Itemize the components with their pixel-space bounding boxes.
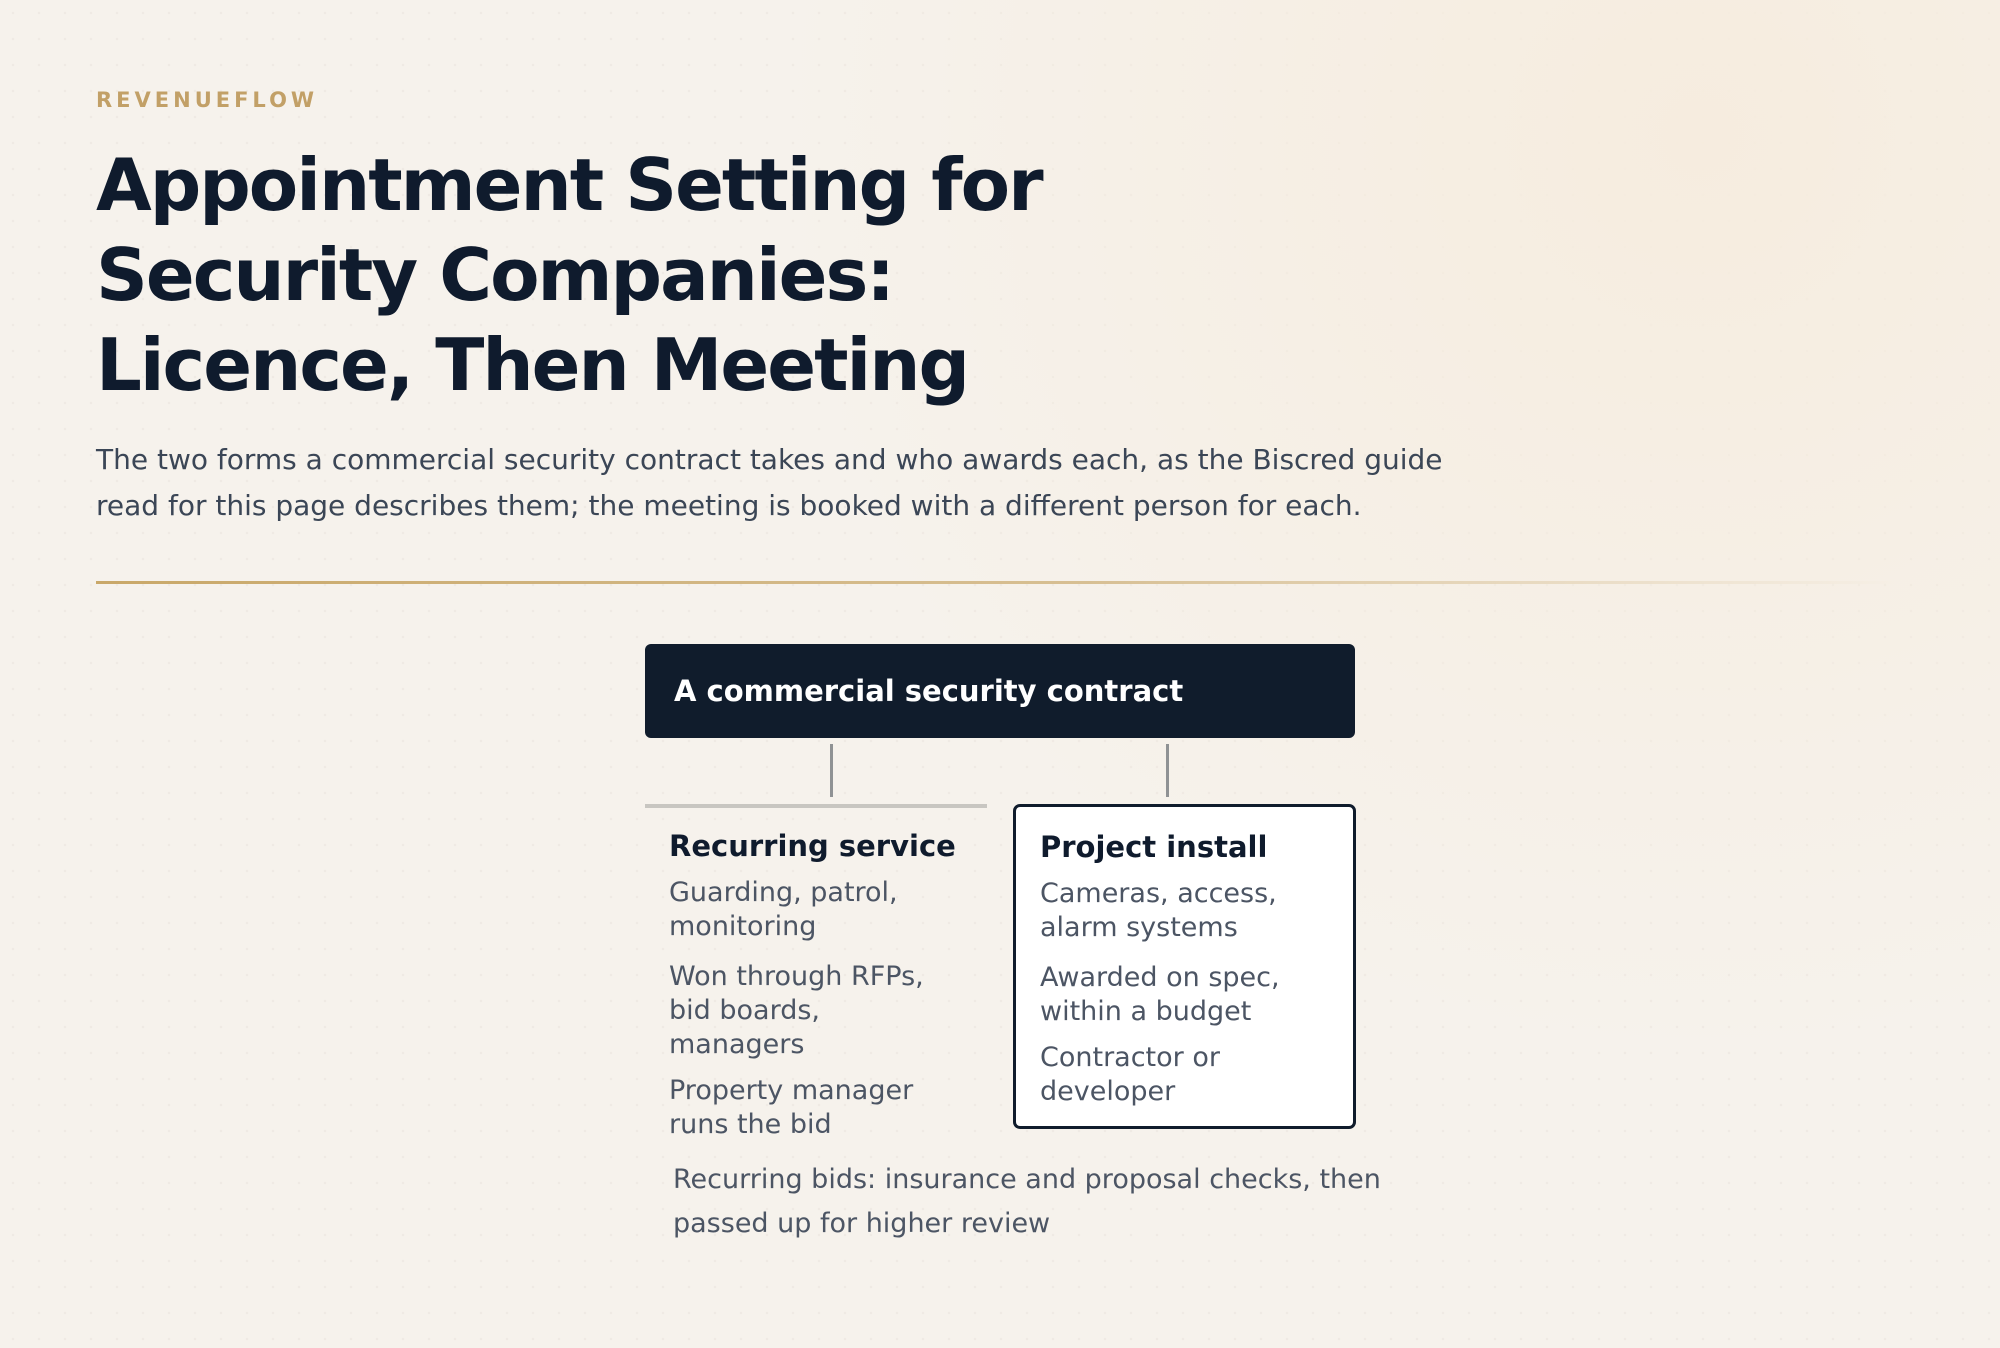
branch-title: Project install	[1040, 830, 1268, 864]
connector-project	[1166, 744, 1169, 797]
branch-recurring-service	[645, 808, 987, 1158]
branch-detail-awarder: Contractor or developer	[1040, 1042, 1220, 1107]
branch-title: Recurring service	[669, 829, 956, 863]
divider	[96, 581, 1896, 584]
branch-project-install	[1013, 804, 1356, 1129]
diagram-footnote: Recurring bids: insurance and proposal checks, then passed up for higher review	[673, 1164, 1381, 1239]
diagram-root-label: A commercial security contract	[674, 674, 1184, 708]
branch-detail-scope: Cameras, access, alarm systems	[1040, 878, 1277, 943]
page-title: Appointment Setting for Security Companies: Licence, Then Meeting	[96, 143, 1042, 407]
branch-detail-channel: Won through RFPs, bid boards, managers	[669, 961, 924, 1060]
diagram-root-node	[645, 644, 1355, 738]
branch-detail-channel: Awarded on spec, within a budget	[1040, 962, 1280, 1027]
branch-detail-awarder: Property manager runs the bid	[669, 1075, 914, 1140]
connector-recurring	[830, 744, 833, 797]
branch-detail-scope: Guarding, patrol, monitoring	[669, 877, 898, 942]
page-subtitle: The two forms a commercial security contract takes and who awards each, as the Biscred guide read for this page describes them; the meeting is booked with a different person for each.	[96, 443, 1443, 522]
brand-name: REVENUEFLOW	[96, 88, 319, 112]
